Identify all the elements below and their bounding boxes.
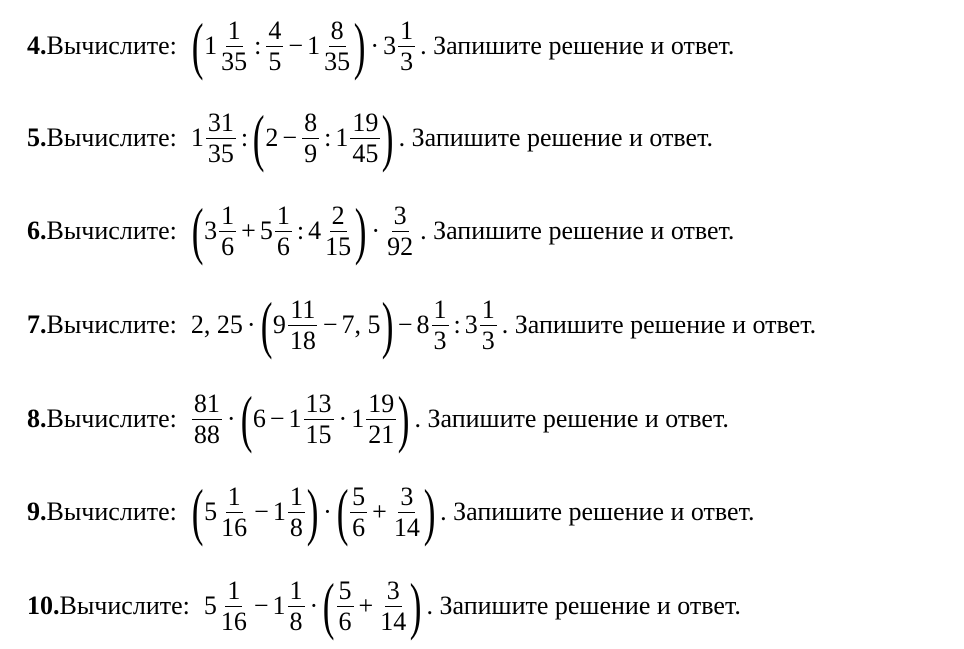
problem-label: Вычислите: <box>59 591 190 620</box>
math-expression <box>203 570 423 641</box>
right-paren: ) <box>306 476 319 547</box>
numerator: 3 <box>393 201 407 231</box>
mixed-number <box>308 202 354 260</box>
fraction <box>398 17 415 75</box>
denominator: 35 <box>207 138 234 168</box>
denominator: 35 <box>324 46 351 76</box>
denominator: 16 <box>220 606 247 636</box>
numerator: 3 <box>386 576 400 606</box>
mixed-number <box>204 202 237 260</box>
fraction <box>288 577 305 635</box>
numerator: 1 <box>227 16 241 46</box>
whole-part: 1 <box>351 404 365 433</box>
fraction <box>350 109 380 167</box>
problem-4 <box>27 6 734 86</box>
numerator: 81 <box>193 389 220 419</box>
operator: · <box>338 404 348 433</box>
right-paren: ) <box>397 383 410 454</box>
whole-part: 5 <box>203 591 217 620</box>
mixed-number <box>204 17 250 75</box>
operator: · <box>309 591 319 620</box>
numerator: 1 <box>481 295 495 325</box>
numerator: 1 <box>227 576 241 606</box>
problem-6 <box>27 191 734 271</box>
problem-instruction: . Запишите решение и ответ. <box>420 31 735 60</box>
operator: · <box>371 216 381 245</box>
math-expression <box>191 10 416 81</box>
problem-number: 4. <box>27 31 47 60</box>
fraction <box>323 202 353 260</box>
problem-number: 6. <box>27 216 47 245</box>
whole-part: 1 <box>288 404 302 433</box>
problem-label: Вычислите: <box>46 123 177 152</box>
denominator: 8 <box>289 512 303 542</box>
left-paren: ( <box>260 289 273 360</box>
left-paren: ( <box>240 383 253 454</box>
right-paren: ) <box>382 102 394 173</box>
problem-label: Вычислите: <box>46 310 177 339</box>
mixed-number <box>383 17 416 75</box>
fraction <box>304 390 334 448</box>
fraction <box>432 296 449 354</box>
numerator: 1 <box>289 576 303 606</box>
fraction <box>219 483 249 541</box>
whole-part: 3 <box>383 31 397 60</box>
problem-instruction: . Запишите решение и ответ. <box>398 123 713 152</box>
numerator: 31 <box>207 108 234 138</box>
numerator: 2 <box>331 201 345 231</box>
problem-9 <box>27 472 755 552</box>
mixed-number <box>273 296 319 354</box>
whole-part: 3 <box>204 216 218 245</box>
numerator: 8 <box>304 108 318 138</box>
problem-7 <box>27 285 816 365</box>
fraction <box>350 483 367 541</box>
fraction <box>219 202 236 260</box>
denominator: 8 <box>289 606 303 636</box>
whole-part: 1 <box>272 497 286 526</box>
problem-label: Вычислите: <box>46 31 177 60</box>
operator: − <box>269 404 285 433</box>
denominator: 15 <box>305 419 332 449</box>
problem-number: 10. <box>27 591 60 620</box>
denominator: 14 <box>380 606 407 636</box>
problem-number: 9. <box>27 497 47 526</box>
fraction <box>288 296 318 354</box>
whole-part: 5 <box>204 497 218 526</box>
numerator: 11 <box>290 295 316 325</box>
denominator: 6 <box>221 231 235 261</box>
fraction <box>385 202 415 260</box>
whole-part: 5 <box>259 216 273 245</box>
fraction <box>378 577 408 635</box>
denominator: 35 <box>221 46 248 76</box>
numerator: 1 <box>221 201 235 231</box>
operator: · <box>323 497 332 526</box>
numerator: 8 <box>330 16 344 46</box>
number: 2, 25 <box>190 310 243 339</box>
whole-part: 1 <box>335 123 349 152</box>
mixed-number <box>465 296 498 354</box>
problem-number: 5. <box>27 123 47 152</box>
numerator: 1 <box>433 295 447 325</box>
fraction <box>219 17 249 75</box>
denominator: 9 <box>304 138 318 168</box>
math-expression <box>190 289 498 360</box>
operator: : <box>324 123 332 152</box>
problem-label: Вычислите: <box>46 216 177 245</box>
denominator: 14 <box>393 512 420 542</box>
problem-8 <box>27 379 729 459</box>
denominator: 6 <box>276 231 290 261</box>
problem-10 <box>27 566 741 646</box>
whole-part: 1 <box>307 31 321 60</box>
whole-part: 9 <box>272 310 286 339</box>
fraction <box>480 296 497 354</box>
numerator: 13 <box>305 389 332 419</box>
operator: + <box>358 591 374 620</box>
denominator: 21 <box>368 419 395 449</box>
right-paren: ) <box>353 10 366 81</box>
mixed-number <box>191 109 237 167</box>
numerator: 1 <box>400 16 414 46</box>
operator: · <box>226 404 236 433</box>
fraction <box>275 202 292 260</box>
operator: : <box>254 31 262 60</box>
fraction <box>266 17 283 75</box>
whole-part: 3 <box>464 310 478 339</box>
operator: · <box>370 31 380 60</box>
mixed-number <box>351 390 397 448</box>
problem-instruction: . Запишите решение и ответ. <box>440 497 755 526</box>
fraction <box>337 577 354 635</box>
numerator: 19 <box>368 389 395 419</box>
numerator: 4 <box>268 16 282 46</box>
denominator: 16 <box>221 512 248 542</box>
mixed-number <box>204 483 250 541</box>
math-expression <box>190 102 395 173</box>
number: 6 <box>252 404 266 433</box>
math-expression <box>191 476 436 547</box>
left-paren: ( <box>252 102 265 173</box>
fraction <box>322 17 352 75</box>
denominator: 3 <box>481 325 495 355</box>
number: 7, 5 <box>341 310 381 339</box>
math-expression <box>191 195 416 266</box>
math-expression <box>191 383 411 454</box>
mixed-number <box>273 483 306 541</box>
operator: − <box>254 497 269 526</box>
mixed-number <box>289 390 335 448</box>
numerator: 3 <box>400 482 414 512</box>
fraction <box>366 390 396 448</box>
mixed-number <box>417 296 450 354</box>
fraction <box>206 109 236 167</box>
right-paren: ) <box>423 476 436 547</box>
fraction <box>288 483 305 541</box>
denominator: 6 <box>338 606 352 636</box>
numerator: 1 <box>276 201 290 231</box>
problem-number: 8. <box>27 404 47 433</box>
denominator: 3 <box>433 325 447 355</box>
left-paren: ( <box>191 476 204 547</box>
left-paren: ( <box>336 476 349 547</box>
mixed-number <box>204 577 250 635</box>
operator: − <box>282 123 298 152</box>
numerator: 1 <box>289 482 303 512</box>
denominator: 5 <box>268 46 282 76</box>
problem-label: Вычислите: <box>46 404 177 433</box>
numerator: 5 <box>338 576 352 606</box>
numerator: 1 <box>227 482 241 512</box>
right-paren: ) <box>381 289 394 360</box>
whole-part: 1 <box>190 123 204 152</box>
denominator: 88 <box>193 419 220 449</box>
fraction <box>192 390 222 448</box>
problem-instruction: . Запишите решение и ответ. <box>420 216 735 245</box>
problem-instruction: . Запишите решение и ответ. <box>501 310 817 339</box>
problem-number: 7. <box>27 310 47 339</box>
numerator: 19 <box>352 108 379 138</box>
whole-part: 1 <box>272 591 286 620</box>
operator: + <box>372 497 387 526</box>
left-paren: ( <box>322 570 335 641</box>
denominator: 3 <box>400 46 414 76</box>
problem-instruction: . Запишите решение и ответ. <box>426 591 741 620</box>
fraction <box>219 577 249 635</box>
operator: : <box>240 123 249 152</box>
right-paren: ) <box>354 195 367 266</box>
problem-5 <box>27 98 713 178</box>
operator: − <box>288 31 304 60</box>
operator: − <box>253 591 269 620</box>
mixed-number <box>307 17 353 75</box>
operator: − <box>397 310 413 339</box>
operator: + <box>241 216 256 245</box>
whole-part: 1 <box>204 31 218 60</box>
whole-part: 8 <box>416 310 430 339</box>
number: 2 <box>265 123 279 152</box>
left-paren: ( <box>191 195 204 266</box>
mixed-number <box>335 109 381 167</box>
operator: : <box>453 310 461 339</box>
right-paren: ) <box>409 570 422 641</box>
fraction <box>392 483 422 541</box>
fraction <box>302 109 319 167</box>
denominator: 45 <box>352 138 379 168</box>
whole-part: 4 <box>308 216 322 245</box>
denominator: 18 <box>289 325 316 355</box>
problem-instruction: . Запишите решение и ответ. <box>414 404 729 433</box>
left-paren: ( <box>191 10 204 81</box>
mixed-number <box>260 202 293 260</box>
problem-label: Вычислите: <box>46 497 177 526</box>
mixed-number <box>273 577 306 635</box>
operator: : <box>296 216 305 245</box>
operator: · <box>246 310 256 339</box>
denominator: 6 <box>352 512 366 542</box>
numerator: 5 <box>352 482 366 512</box>
denominator: 15 <box>325 231 352 261</box>
denominator: 92 <box>387 231 414 261</box>
operator: − <box>322 310 338 339</box>
